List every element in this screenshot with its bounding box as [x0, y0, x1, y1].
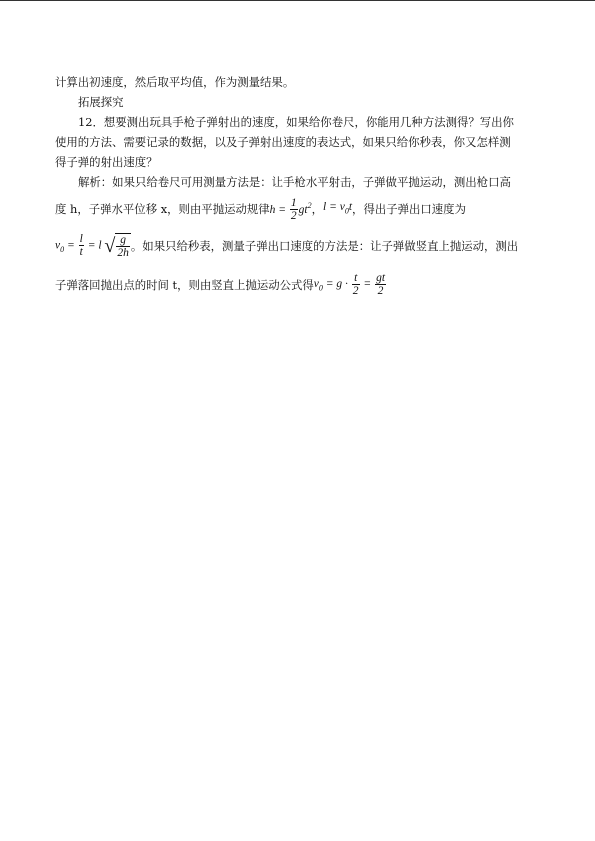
question-line-2: 使用的方法、需要记录的数据，以及子弹射出速度的表达式，如果只给你秒表，你又怎样测 — [55, 135, 511, 149]
solution-text-c: ，得出子弹出口速度为 — [352, 202, 466, 216]
section-heading: 拓展探究 — [78, 95, 124, 109]
formula-v0: $v_0$ = $\frac{l}{t}$ = l √ $\frac{g}{2h}$ — [55, 233, 129, 259]
question-line-3: 得子弹的射出速度？ — [55, 155, 158, 169]
fraction-l-over-t: $\frac{l}{t}$ — [79, 233, 83, 259]
fraction-t-over-2: $\frac{t}{2}$ — [352, 271, 359, 297]
formula-vertical: $v_0 = g$ · $\frac{t}{2}$ = $\frac{gt}{2}$ — [313, 271, 386, 297]
solution-text-d: 。如果只给秒表，测量子弹出口速度的方法是：让子弹做竖直上抛运动，测出 — [130, 239, 519, 253]
solution-line-3 — [55, 226, 545, 266]
fraction-gt-over-2: $\frac{gt}{2}$ — [376, 271, 386, 297]
formula-l: $l = v_0t$ — [323, 200, 353, 216]
formula-h: h = $\frac{1}{2}$ $gt^2$ — [269, 197, 312, 223]
radical-sign: √ — [104, 234, 116, 257]
solution-line-1: 解析：如果只给卷尺可用测量方法是：让手枪水平射击，子弹做平抛运动，测出枪口高 — [78, 175, 511, 189]
sqrt-g-over-2h: √ $\frac{g}{2h}$ — [104, 233, 129, 259]
solution-text-e: 子弹落回抛出点的时间 t，则由竖直上抛运动公式得 — [55, 278, 314, 292]
fraction-half: $\frac{1}{2}$ — [290, 197, 297, 223]
question-line-1: 12．想要测出玩具手枪子弹射出的速度，如果给你卷尺，你能用几种方法测得？写出你 — [78, 115, 514, 129]
document-body — [55, 72, 545, 300]
solution-line-2: 度 h，子弹水平位移 x，则由平抛运动规律 h = $\frac{1}{2}$ $gt^2$ ， $l = v_0t$ ，得出子弹出口速度为 — [55, 197, 466, 223]
text-line-1: 计算出初速度，然后取平均值，作为测量结果。 — [55, 75, 295, 89]
top-rule — [0, 0, 595, 1]
solution-text-a: 度 h，子弹水平位移 x，则由平抛运动规律 — [55, 202, 270, 216]
solution-line-4 — [55, 270, 545, 300]
